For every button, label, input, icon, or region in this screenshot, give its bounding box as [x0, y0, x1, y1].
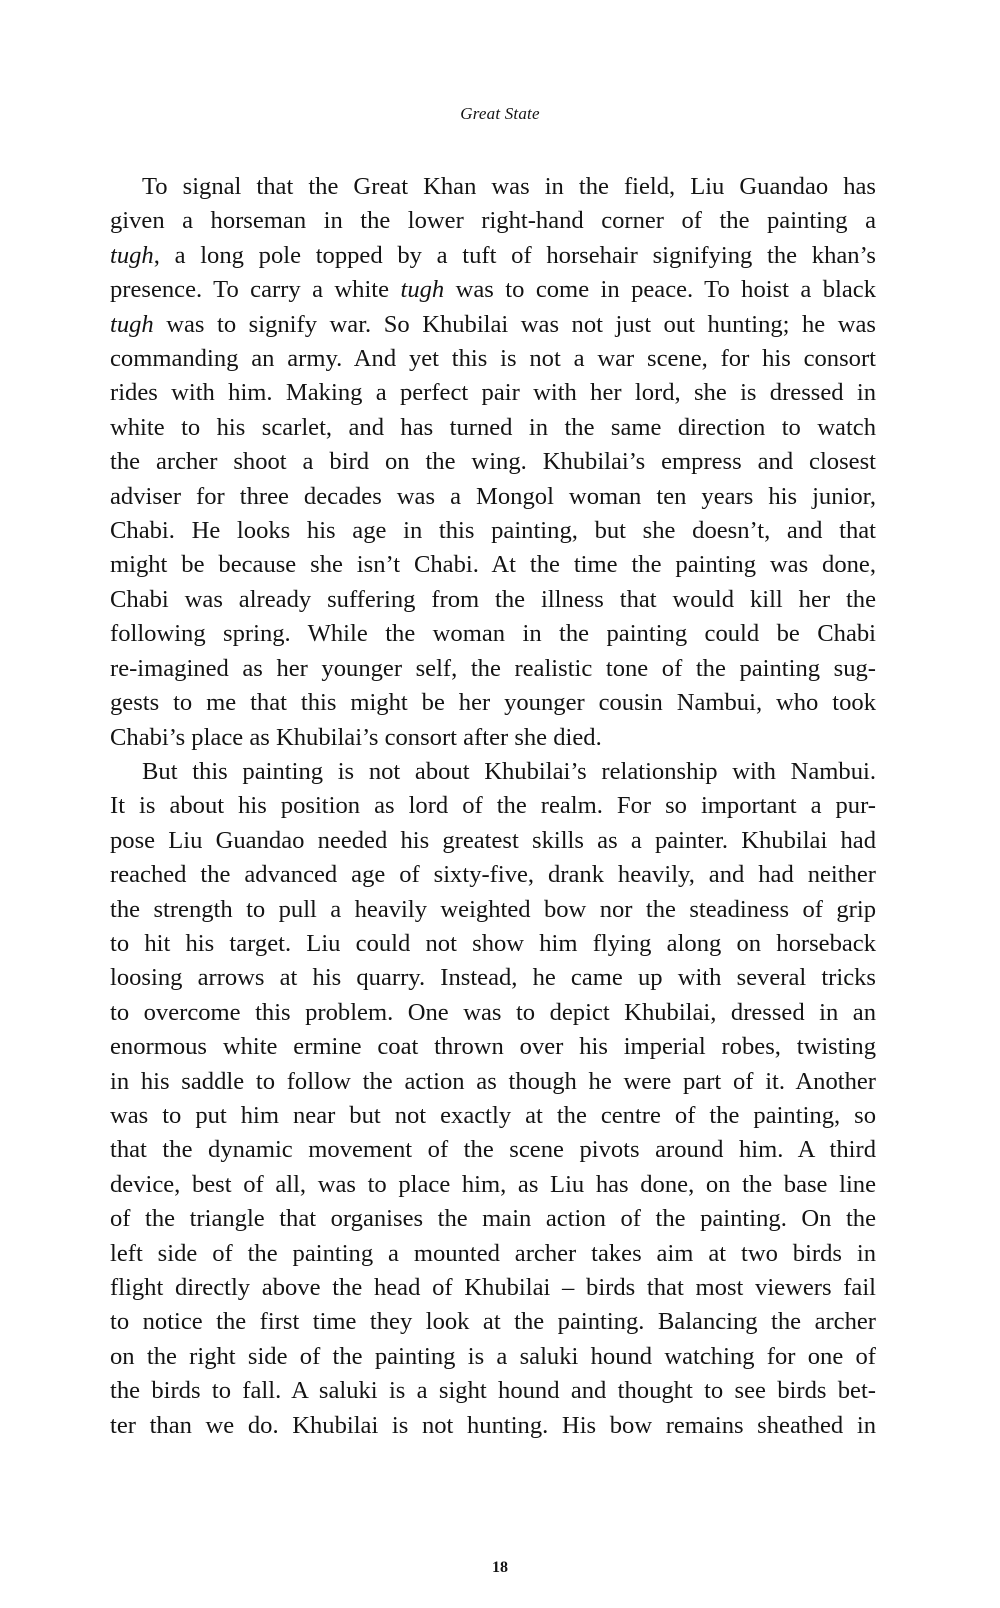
text-line: the birds to fall. A saluki is a sight hound and thought to see birds bet-	[110, 1377, 876, 1405]
text-line: enormous white ermine coat thrown over his imperial robes, twisting	[110, 1033, 876, 1061]
text-line: white to his scarlet, and has turned in the same direction to watch	[110, 413, 876, 441]
text-line: the strength to pull a heavily weighted bow nor the steadiness of grip	[110, 895, 876, 923]
text-line: left side of the painting a mounted archer takes aim at two birds in	[110, 1239, 876, 1267]
text-line: in his saddle to follow the action as though he were part of it. Another	[110, 1067, 876, 1095]
text-line: the archer shoot a bird on the wing. Khubilai’s empress and closest	[110, 448, 876, 476]
text-line: to notice the first time they look at the painting. Balancing the archer	[110, 1308, 876, 1336]
body-text	[110, 170, 876, 1443]
running-head: Great State	[460, 104, 540, 123]
text-line: to hit his target. Liu could not show him flying along on horseback	[110, 929, 876, 957]
text-line: loosing arrows at his quarry. Instead, he came up with several tricks	[110, 964, 876, 992]
text-line: was to put him near but not exactly at the centre of the painting, so	[110, 1101, 876, 1129]
text-line: commanding an army. And yet this is not a war scene, for his consort	[110, 345, 876, 373]
text-line: Chabi’s place as Khubilai’s consort after she died.	[110, 723, 602, 751]
text-line: presence. To carry a white tugh was to come in peace. To hoist a black	[110, 276, 877, 304]
text-line: on the right side of the painting is a saluki hound watching for one of	[110, 1342, 876, 1370]
text-line: might be because she isn’t Chabi. At the time the painting was done,	[110, 551, 876, 579]
text-line: reached the advanced age of sixty-five, drank heavily, and had neither	[110, 861, 876, 889]
text-line: Chabi. He looks his age in this painting, but she doesn’t, and that	[110, 517, 876, 545]
text-line: pose Liu Guandao needed his greatest skills as a painter. Khubilai had	[110, 826, 876, 854]
text-line: adviser for three decades was a Mongol woman ten years his junior,	[110, 482, 876, 510]
text-line: re-imagined as her younger self, the realistic tone of the painting sug-	[110, 654, 876, 682]
text-line: ter than we do. Khubilai is not hunting. His bow remains sheathed in	[110, 1411, 876, 1439]
text-line: Chabi was already suffering from the illness that would kill her the	[110, 585, 876, 613]
paragraph-1	[110, 170, 876, 755]
page-number: 18	[492, 1559, 508, 1576]
text-line: But this painting is not about Khubilai’s relationship with Nambui.	[142, 757, 876, 785]
text-line: To signal that the Great Khan was in the field, Liu Guandao has	[142, 173, 876, 200]
text-line: rides with him. Making a perfect pair with her lord, she is dressed in	[110, 379, 876, 407]
text-line: flight directly above the head of Khubilai – birds that most viewers fail	[110, 1274, 876, 1301]
paragraph-2	[110, 755, 876, 1443]
text-line: device, best of all, was to place him, as Liu has done, on the base line	[110, 1170, 876, 1198]
text-line: tugh, a long pole topped by a tuft of horsehair signifying the khan’s	[110, 241, 876, 269]
text-line: that the dynamic movement of the scene pivots around him. A third	[110, 1136, 876, 1164]
text-line: given a horseman in the lower right-hand corner of the painting a	[110, 207, 876, 235]
text-line: tugh was to signify war. So Khubilai was not just out hunting; he was	[110, 310, 876, 338]
text-line: to overcome this problem. One was to depict Khubilai, dressed in an	[110, 998, 876, 1026]
text-line: gests to me that this might be her younger cousin Nambui, who took	[110, 689, 876, 717]
text-line: of the triangle that organises the main action of the painting. On the	[110, 1205, 876, 1233]
text-line: following spring. While the woman in the painting could be Chabi	[110, 620, 876, 648]
text-line: It is about his position as lord of the realm. For so important a pur-	[110, 792, 876, 820]
